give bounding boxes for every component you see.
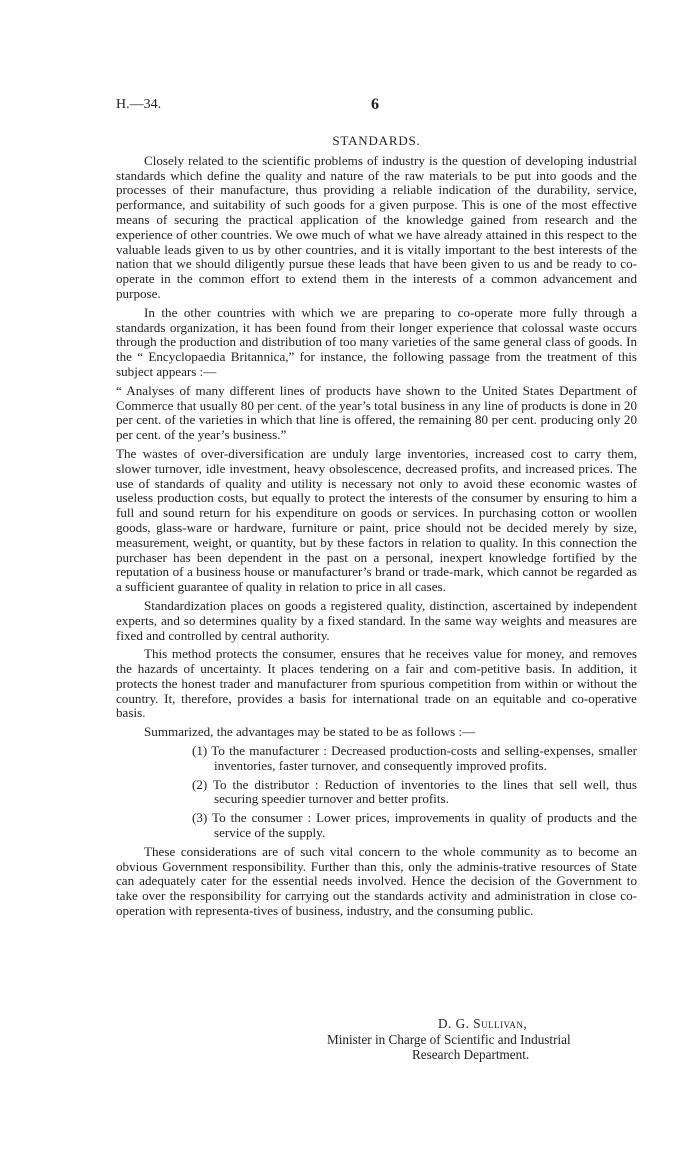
list-item: (3) To the consumer : Lower prices, improvements in quality of products and the service of the supply. (192, 810, 637, 841)
paragraph: This method protects the consumer, ensures that he receives value for money, and removes the hazards of uncertainty. It places tendering on a fair and com-petitive basis. In addition, it protects the honest trader and manufacturer from spurious competition from within or without the country. It, therefore, provides a basis for international trade on an equitable and co-operative basis. (116, 646, 637, 721)
body-text (116, 134, 637, 923)
section-title: STANDARDS. (332, 133, 421, 148)
signatory-department: Research Department. (412, 1047, 530, 1062)
paragraph: The wastes of over-diversification are unduly large inventories, increased cost to carry them, slower turnover, idle investment, heavy obsolescence, decreased profits, and increased prices. The use of standards of quality and utility is necessary not only to avoid these economic wastes of useless production costs, but equally to protect the interests of the consumer by ensuring to him a full and sound return for his expenditure on goods or services. In purchasing cotton or woollen goods, glass-ware or hardware, furniture or paint, price should not be decided merely by size, measurement, weight, or quantity, but by these factors in relation to quality. In this connection the purchaser has been dependent in the past on a personal, inexpert knowledge fortified by the reputation of a business house or manufacturer’s brand or trade-mark, which cannot be regarded as a sufficient guarantee of quality in relation to price in all cases. (116, 445, 637, 595)
paragraph: In the other countries with which we are preparing to co-operate more fully through a standards organization, it has been found from their longer experience that colossal waste occurs through the production and distribution of too many varieties of the same general class of goods. In the “ Encyclopaedia Britannica,” for instance, the following passage from the treatment of this subject appears :— (116, 304, 637, 379)
signature-block (116, 1016, 637, 1063)
list-item: (1) To the manufacturer : Decreased production-costs and selling-expenses, smaller inventories, faster turnover, and consequently improved profits. (192, 743, 637, 773)
document-reference: H.—34. (116, 97, 162, 112)
block-quote: “ Analyses of many different lines of products have shown to the United States Department of Commerce that usually 80 per cent. of the year’s total business in any line of products is done in 20 per cent. of the varieties in which that line is offered, the remaining 80 per cent. producing only 20 per cent. of the year’s business.” (116, 382, 637, 443)
paragraph: These considerations are of such vital concern to the whole community as to become an obvious Government responsibility. Further than this, only the adminis-trative resources of State can adequately cater for the essential needs involved. Hence the decision of the Government to take over the responsibility for carrying out the standards activity and administration in close co-operation with representa-tives of business, industry, and the consuming public. (116, 843, 637, 919)
list-item: (2) To the distributor : Reduction of inventories to the lines that sell well, thus securing speedier turnover and better profits. (192, 776, 637, 807)
signatory-name: D. G. Sullivan, (438, 1016, 528, 1031)
paragraph: Standardization places on goods a registered quality, distinction, ascertained by independent experts, and so determines quality by a fixed standard. In the same way weights and measures are fixed and controlled by central authority. (116, 597, 637, 643)
signatory-title: Minister in Charge of Scientific and Industrial (327, 1031, 571, 1047)
advantages-list (116, 744, 637, 841)
paragraph: Summarized, the advantages may be stated to be as follows :— (144, 724, 476, 740)
running-header (116, 97, 636, 117)
page-number: 6 (371, 96, 379, 113)
paragraph: Closely related to the scientific problems of industry is the question of developing industrial standards which define the quality and nature of the raw materials to be put into goods and the processes of their manufacture, thus providing a reliable indication of the durability, service, performance, and suitability of such goods for a given purpose. This is one of the most effective means of securing the practical application of the knowledge gained from research and the experience of other countries. We owe much of what we have already attained in this respect to the valuable leads given to us by other countries, and it is vitally important to the best interests of the nation that we should diligently pursue these leads that have been given to us and be ready to co-operate in the common effort to extend them in the interests of a common advancement and purpose. (116, 152, 637, 301)
